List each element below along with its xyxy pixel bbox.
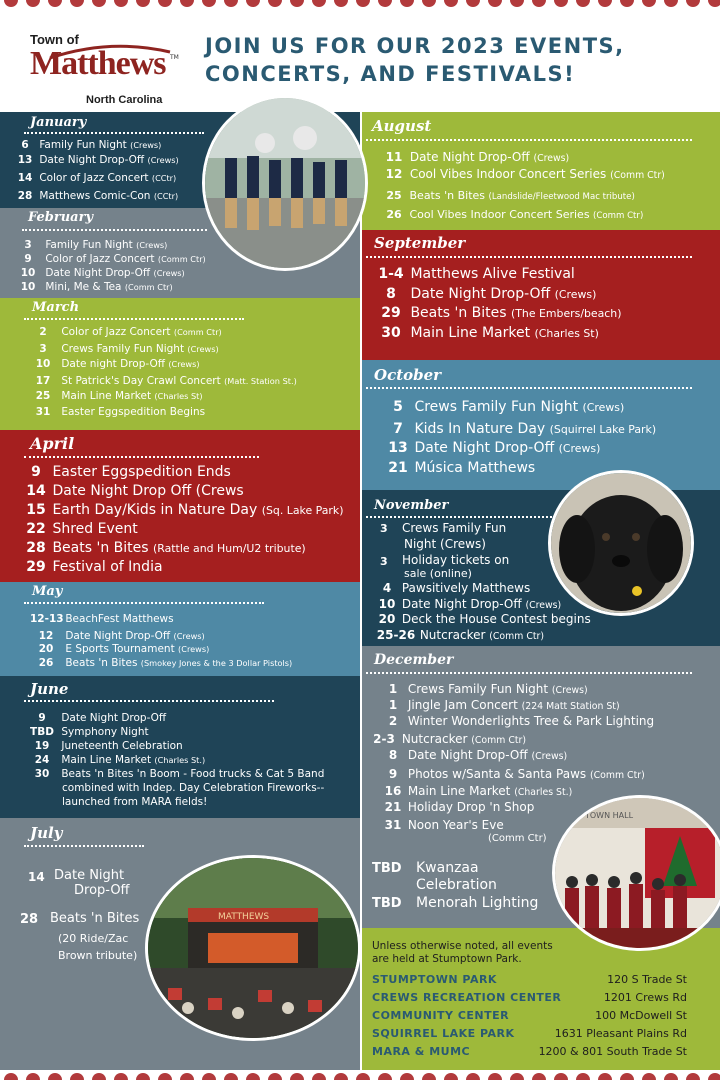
scallop-dot: [334, 1073, 348, 1080]
black-dog-photo: [548, 470, 694, 616]
event-row: 9 Photos w/Santa & Santa Paws (Comm Ctr): [388, 767, 645, 781]
month-title-november: November: [374, 498, 449, 513]
scalloped-border-top: [0, 0, 720, 10]
scallop-dot: [48, 1073, 62, 1080]
scallop-dot: [92, 0, 106, 7]
event-row: 12 Cool Vibes Indoor Concert Series (Comm Ctr): [385, 167, 665, 181]
scallop-dot: [488, 1073, 502, 1080]
event-note: Brown tribute): [58, 949, 138, 962]
scallop-dot: [312, 0, 326, 7]
event-row: 29 Festival of India: [26, 559, 163, 575]
event-row: 28 Matthews Comic-Con (CCtr): [17, 190, 179, 202]
scallop-dot: [620, 0, 634, 7]
location-name: STUMPTOWN PARK: [372, 973, 497, 986]
header: [0, 10, 720, 110]
event-row: 4 Pawsitively Matthews: [382, 581, 531, 595]
event-row: 31 Noon Year's Eve: [384, 818, 504, 832]
event-continuation: launched from MARA fields!: [62, 796, 208, 808]
month-title-december: December: [374, 652, 454, 668]
event-row: 8 Date Night Drop-Off (Crews): [388, 748, 568, 762]
outdoor-concert-photo: [145, 855, 361, 1041]
event-row: 14 Color of Jazz Concert (CCtr): [17, 172, 177, 184]
location-name: SQUIRREL LAKE PARK: [372, 1027, 515, 1040]
holiday-choir-photo: [552, 795, 720, 951]
month-title-january: January: [30, 115, 87, 130]
title-underline: [366, 516, 552, 518]
event-row: 1 Crews Family Fun Night (Crews): [388, 682, 588, 696]
event-date: 3: [380, 522, 388, 535]
event-name: Kwanzaa: [416, 860, 479, 876]
scallop-dot: [180, 1073, 194, 1080]
scallop-dot: [290, 0, 304, 7]
location-row: [372, 1009, 687, 1025]
event-row: 13 Date Night Drop-Off (Crews): [388, 440, 601, 456]
event-row: 28 Beats 'n Bites (Rattle and Hum/U2 tribute): [26, 540, 306, 556]
month-title-august: August: [372, 117, 432, 135]
event-row: 12 Date Night Drop-Off (Crews): [38, 630, 205, 642]
title-underline: [24, 318, 244, 320]
logo-town-text: Town of: [30, 32, 79, 47]
event-note: (20 Ride/Zac: [58, 932, 129, 945]
event-row: 11 Date Night Drop-Off (Crews): [385, 150, 570, 164]
event-row: 15 Earth Day/Kids in Nature Day (Sq. Lake Park): [26, 502, 344, 518]
scallop-dot: [114, 1073, 128, 1080]
scallop-dot: [114, 0, 128, 7]
event-row: 9 Color of Jazz Concert (Comm Ctr): [24, 253, 206, 265]
event-row: 8 Date Night Drop-Off (Crews): [386, 286, 597, 302]
event-date: TBD: [372, 861, 402, 876]
dog-illustration: [551, 473, 691, 613]
event-row: 20 Deck the House Contest begins: [378, 612, 591, 626]
scallop-dot: [246, 0, 260, 7]
event-row: 22 Shred Event: [26, 521, 138, 537]
month-title-june: June: [30, 680, 69, 698]
town-hall-sign: TOWN HALL: [585, 811, 634, 820]
scallop-dot: [598, 0, 612, 7]
event-row: 25 Main Line Market (Charles St): [35, 390, 203, 402]
marching-band-photo: [202, 95, 368, 271]
scallop-dot: [510, 0, 524, 7]
event-row: 3 Crews Family Fun Night (Crews): [39, 343, 219, 355]
scallop-dot: [708, 1073, 720, 1080]
town-logo: [30, 32, 180, 110]
scallop-dot: [576, 0, 590, 7]
scallop-dot: [202, 0, 216, 7]
event-row: 7 Kids In Nature Day (Squirrel Lake Park): [393, 421, 657, 437]
scallop-dot: [378, 1073, 392, 1080]
event-row: 14 Date Night Drop Off (Crews: [26, 483, 244, 499]
event-name: Crews Family Fun: [402, 521, 507, 535]
event-name: sale (online): [404, 567, 472, 580]
locations-intro-line: are held at Stumptown Park.: [372, 953, 522, 965]
title-underline: [24, 700, 274, 702]
location-address: 1201 Crews Rd: [603, 991, 687, 1004]
scallop-dot: [532, 1073, 546, 1080]
scallop-dot: [466, 1073, 480, 1080]
event-row: 16 Main Line Market (Charles St.): [384, 784, 573, 798]
event-row: TBD Symphony Night: [30, 726, 149, 738]
logo-name-text: Matthews: [30, 45, 166, 82]
scallop-dot: [356, 0, 370, 7]
event-name: Beats 'n Bites: [50, 911, 140, 926]
event-date: 3: [380, 555, 388, 568]
headline: [205, 32, 705, 88]
event-note: (Comm Ctr): [488, 833, 547, 844]
event-row: 10 Date Night Drop-Off (Crews): [378, 597, 562, 611]
scallop-dot: [4, 0, 18, 7]
event-row: 6 Family Fun Night (Crews): [21, 139, 162, 151]
scallop-dot: [444, 0, 458, 7]
event-name: Menorah Lighting: [416, 895, 539, 911]
event-row: 13 Date Night Drop-Off (Crews): [17, 154, 179, 166]
scallop-dot: [268, 1073, 282, 1080]
scallop-dot: [444, 1073, 458, 1080]
scallop-dot: [268, 0, 282, 7]
scallop-dot: [136, 0, 150, 7]
event-row: 9 Date Night Drop-Off: [38, 712, 167, 724]
event-row: 20 E Sports Tournament (Crews): [38, 643, 210, 655]
scallop-dot: [26, 1073, 40, 1080]
scallop-dot: [4, 1073, 18, 1080]
scallop-dot: [642, 0, 656, 7]
month-title-july: July: [30, 824, 63, 842]
scallop-dot: [664, 0, 678, 7]
location-name: COMMUNITY CENTER: [372, 1009, 510, 1022]
location-name: MARA & MUMC: [372, 1045, 471, 1058]
month-title-february: February: [28, 210, 94, 225]
scallop-dot: [356, 1073, 370, 1080]
event-row: 26 Beats 'n Bites (Smokey Jones & the 3 Dollar Pistols): [38, 657, 293, 669]
scallop-dot: [510, 1073, 524, 1080]
event-row: 10 Date night Drop-Off (Crews): [35, 358, 200, 370]
title-underline: [366, 139, 692, 141]
event-name: Celebration: [416, 877, 497, 893]
month-title-may: May: [32, 584, 63, 599]
scallop-dot: [180, 0, 194, 7]
headline-line-2: CONCERTS, AND FESTIVALS!: [205, 62, 576, 86]
scallop-dot: [26, 0, 40, 7]
event-row: 2-3 Nutcracker (Comm Ctr): [373, 732, 527, 746]
event-row: 31 Easter Eggspedition Begins: [35, 406, 206, 418]
event-row: 17 St Patrick's Day Crawl Concert (Matt. Station St.): [35, 375, 297, 387]
scallop-dot: [400, 0, 414, 7]
event-name: Night (Crews): [404, 537, 486, 551]
scallop-dot: [664, 1073, 678, 1080]
scallop-dot: [422, 0, 436, 7]
scallop-dot: [202, 1073, 216, 1080]
scallop-dot: [598, 1073, 612, 1080]
scallop-dot: [554, 1073, 568, 1080]
scallop-dot: [488, 0, 502, 7]
location-row: [372, 973, 687, 989]
logo-state-text: North Carolina: [86, 94, 163, 106]
event-row: 29 Beats 'n Bites (The Embers/beach): [381, 305, 622, 321]
event-row: 30 Main Line Market (Charles St): [381, 325, 599, 341]
month-title-september: September: [374, 234, 466, 252]
scallop-dot: [400, 1073, 414, 1080]
event-row: 21 Holiday Drop 'n Shop: [384, 800, 535, 814]
logo-trademark: TM: [170, 54, 179, 61]
title-underline: [366, 672, 692, 674]
event-date: TBD: [372, 896, 402, 911]
location-address: 1631 Pleasant Plains Rd: [554, 1027, 687, 1040]
event-row: 24 Main Line Market (Charles St.): [34, 754, 206, 766]
month-title-october: October: [374, 366, 442, 384]
title-underline: [22, 229, 207, 231]
scallop-dot: [92, 1073, 106, 1080]
scallop-dot: [686, 0, 700, 7]
scallop-dot: [620, 1073, 634, 1080]
scallop-dot: [70, 0, 84, 7]
choir-illustration: [555, 798, 720, 948]
event-row: 9 Easter Eggspedition Ends: [31, 464, 231, 480]
event-name: Holiday tickets on: [402, 553, 510, 567]
event-row: 5 Crews Family Fun Night (Crews): [393, 399, 625, 415]
headline-line-1: JOIN US FOR OUR 2023 EVENTS,: [205, 34, 625, 58]
scallop-dot: [422, 1073, 436, 1080]
event-row: 12-13 BeachFest Matthews: [30, 613, 174, 625]
title-underline: [24, 602, 264, 604]
scallop-dot: [576, 1073, 590, 1080]
event-row: 2 Color of Jazz Concert (Comm Ctr): [39, 326, 222, 338]
event-name: Date Night: [54, 868, 125, 883]
event-row: 30 Beats 'n Bites 'n Boom - Food trucks & Cat 5 Band: [34, 768, 325, 780]
scallop-dot: [158, 0, 172, 7]
scallop-dot: [224, 0, 238, 7]
scallop-dot: [290, 1073, 304, 1080]
scallop-dot: [136, 1073, 150, 1080]
location-address: 100 McDowell St: [595, 1009, 687, 1022]
location-row: [372, 1045, 687, 1061]
scallop-dot: [246, 1073, 260, 1080]
marching-band-illustration: [205, 98, 365, 268]
event-row: 10 Date Night Drop-Off (Crews): [20, 267, 185, 279]
title-underline: [366, 387, 692, 389]
location-address: 1200 & 801 South Trade St: [538, 1045, 687, 1058]
title-underline: [24, 845, 144, 847]
concert-illustration: [148, 858, 358, 1038]
event-row: 1-4 Matthews Alive Festival: [378, 266, 575, 282]
event-row: 25 Beats 'n Bites (Landslide/Fleetwood Mac tribute): [386, 189, 635, 202]
scallop-dot: [224, 1073, 238, 1080]
event-row: 26 Cool Vibes Indoor Concert Series (Comm Ctr): [386, 208, 644, 221]
title-underline: [24, 132, 204, 134]
event-name: Drop-Off: [74, 883, 130, 898]
scallop-dot: [554, 0, 568, 7]
event-row: 19 Juneteenth Celebration: [34, 740, 183, 752]
scallop-dot: [70, 1073, 84, 1080]
event-row: 3 Family Fun Night (Crews): [24, 239, 168, 251]
scallop-dot: [532, 0, 546, 7]
event-row: 21 Música Matthews: [388, 460, 536, 476]
month-title-april: April: [30, 434, 75, 453]
scallop-dot: [378, 0, 392, 7]
title-underline: [24, 456, 259, 458]
scallop-dot: [48, 0, 62, 7]
scallop-dot: [642, 1073, 656, 1080]
location-address: 120 S Trade St: [607, 973, 687, 986]
event-row: 1 Jingle Jam Concert (224 Matt Station St): [388, 698, 620, 712]
stage-banner: MATTHEWS: [218, 912, 270, 922]
location-row: [372, 991, 687, 1007]
scallop-dot: [686, 1073, 700, 1080]
scallop-dot: [708, 0, 720, 7]
event-row: 2 Winter Wonderlights Tree & Park Lighting: [388, 714, 655, 728]
month-title-march: March: [32, 300, 80, 315]
title-underline: [366, 256, 692, 258]
event-row: 10 Mini, Me & Tea (Comm Ctr): [20, 281, 173, 293]
location-name: CREWS RECREATION CENTER: [372, 991, 562, 1004]
event-date: 28: [20, 912, 39, 927]
event-continuation: combined with Indep. Day Celebration Fireworks--: [62, 782, 325, 794]
scallop-dot: [466, 0, 480, 7]
scallop-dot: [312, 1073, 326, 1080]
event-row: 25-26 Nutcracker (Comm Ctr): [376, 628, 545, 642]
locations-intro-line: Unless otherwise noted, all events: [372, 940, 553, 952]
scallop-dot: [158, 1073, 172, 1080]
scallop-dot: [334, 0, 348, 7]
location-row: [372, 1027, 687, 1043]
event-date: 14: [28, 870, 45, 884]
